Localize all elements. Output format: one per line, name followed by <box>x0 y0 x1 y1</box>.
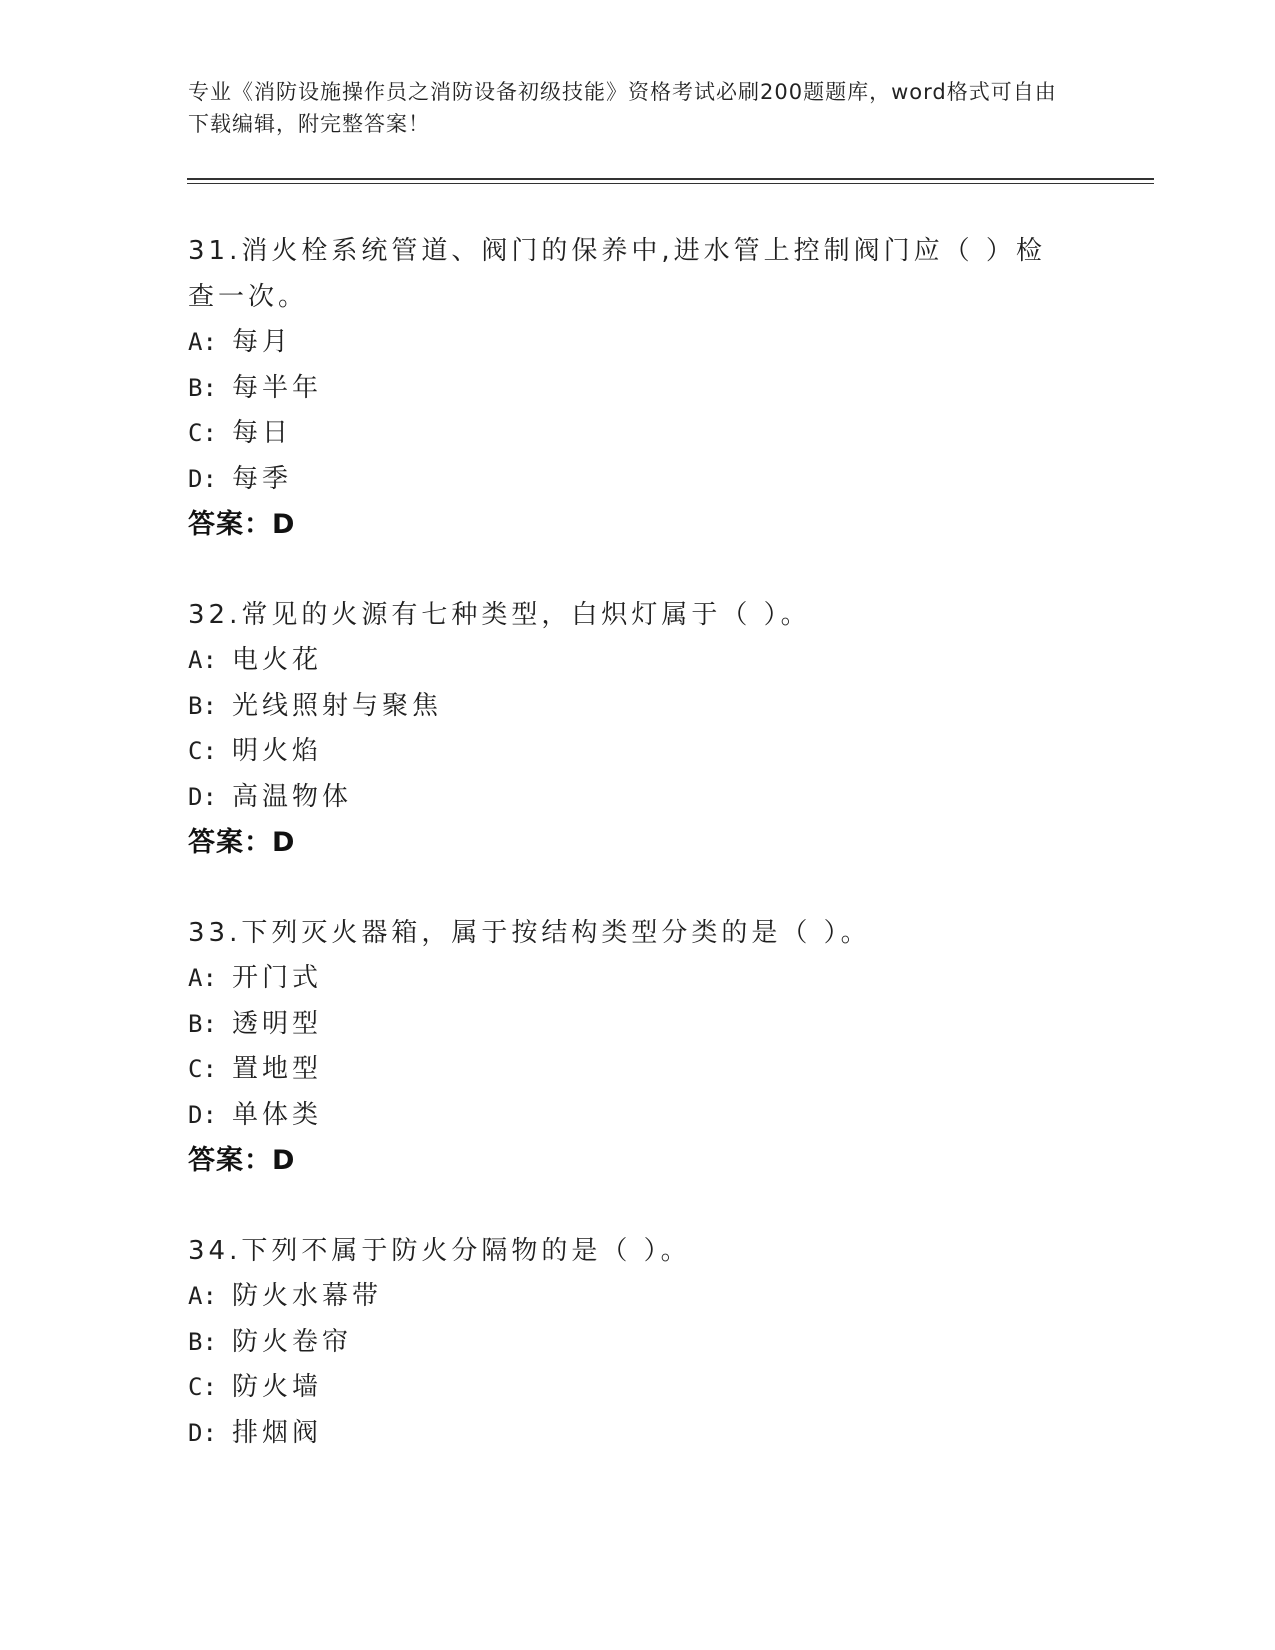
option-a <box>188 320 1068 366</box>
option-letter: C: <box>188 1373 217 1401</box>
question-33 <box>188 910 1068 1184</box>
option-letter: B: <box>188 1327 217 1356</box>
question-31 <box>188 228 1068 548</box>
option-letter: D: <box>188 1418 217 1447</box>
option-text: 光线照射与聚焦 <box>232 690 443 721</box>
question-stem: 34.下列不属于防火分隔物的是（ ）。 <box>188 1236 691 1266</box>
option-letter: A: <box>188 646 217 674</box>
option-letter: A: <box>188 964 217 992</box>
option-d <box>188 1093 1068 1139</box>
option-text: 防火水幕带 <box>232 1281 383 1311</box>
option-letter: B: <box>188 373 217 402</box>
question-34 <box>188 1228 1068 1456</box>
option-d <box>188 775 1068 821</box>
answer-label: 答案：D <box>188 827 296 858</box>
question-stem: 33.下列灭火器箱，属于按结构类型分类的是（ ）。 <box>188 918 871 948</box>
option-text: 防火卷帘 <box>232 1326 353 1357</box>
option-letter: A: <box>188 328 217 356</box>
option-text: 高温物体 <box>232 781 353 812</box>
option-text: 开门式 <box>232 963 323 993</box>
question-stem: 32.常见的火源有七种类型，白炽灯属于（ ）。 <box>188 600 811 630</box>
answer-label: 答案：D <box>188 1145 296 1176</box>
option-b <box>188 1320 1068 1366</box>
option-letter: C: <box>188 737 217 765</box>
document-header <box>188 76 1068 140</box>
option-letter: D: <box>188 782 217 811</box>
option-letter: C: <box>188 1055 217 1083</box>
option-text: 置地型 <box>232 1054 323 1084</box>
option-text: 明火焰 <box>232 736 323 766</box>
option-letter: B: <box>188 1009 217 1038</box>
option-c <box>188 411 1068 457</box>
option-d <box>188 457 1068 503</box>
option-text: 每月 <box>232 327 293 357</box>
option-text: 每日 <box>232 418 293 448</box>
option-text: 防火墙 <box>232 1372 323 1402</box>
option-c <box>188 1365 1068 1411</box>
option-a <box>188 956 1068 1002</box>
option-text: 每季 <box>232 463 293 494</box>
option-c <box>188 1047 1068 1093</box>
option-text: 排烟阀 <box>232 1417 323 1448</box>
option-b <box>188 366 1068 412</box>
question-32 <box>188 592 1068 866</box>
option-a <box>188 638 1068 684</box>
option-c <box>188 729 1068 775</box>
option-letter: D: <box>188 1100 217 1129</box>
option-b <box>188 684 1068 730</box>
option-letter: B: <box>188 691 217 720</box>
option-b <box>188 1002 1068 1048</box>
answer-label: 答案：D <box>188 509 296 540</box>
option-letter: D: <box>188 464 217 493</box>
option-text: 单体类 <box>232 1099 323 1130</box>
question-stem: 31.消火栓系统管道、阀门的保养中,进水管上控制阀门应（ ）检查一次。 <box>188 236 1046 312</box>
option-letter: A: <box>188 1282 217 1310</box>
header-divider-thick <box>187 178 1154 180</box>
option-text: 每半年 <box>232 372 323 403</box>
option-text: 电火花 <box>232 645 323 675</box>
header-text: 专业《消防设施操作员之消防设备初级技能》资格考试必刷200题题库，word格式可自由下载编辑，附完整答案！ <box>188 80 1057 136</box>
header-divider-thin <box>187 183 1154 184</box>
option-d <box>188 1411 1068 1457</box>
option-text: 透明型 <box>232 1008 323 1039</box>
option-a <box>188 1274 1068 1320</box>
option-letter: C: <box>188 419 217 447</box>
